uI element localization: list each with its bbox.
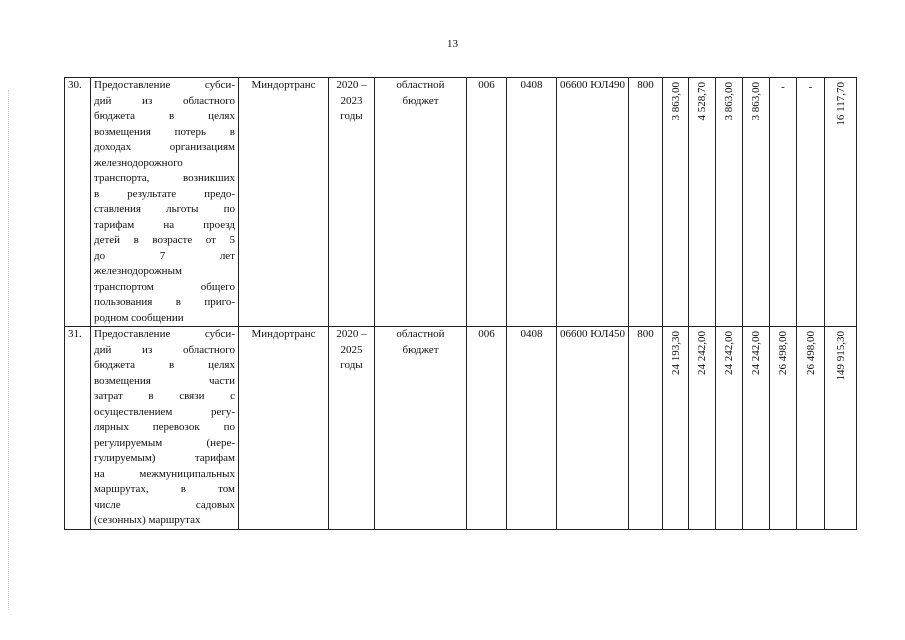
- description-line: лярных перевозок по: [94, 421, 235, 433]
- expense-type-cell: 800: [629, 78, 663, 327]
- description-line: на межмуниципальных: [94, 467, 235, 480]
- description-line: железнодорожного: [94, 156, 183, 169]
- description-line: бюджета в целях: [94, 359, 235, 371]
- description-line: числе садовых: [94, 498, 235, 511]
- description-line: дий из областного: [94, 94, 235, 107]
- amount-total-cell: [825, 327, 857, 530]
- description-line: в результате предо-: [94, 187, 235, 200]
- amount-2023: 24 242,00: [750, 331, 762, 375]
- amount-2025-cell: [797, 78, 825, 327]
- amount-2020-cell: [663, 78, 689, 327]
- amount-2020-cell: [663, 327, 689, 530]
- description-line: железнодорожным: [94, 265, 182, 277]
- section-code-cell: 0408: [507, 78, 557, 327]
- amount-2020: 3 863,00: [669, 82, 682, 121]
- section-code-cell: 0408: [507, 327, 557, 530]
- table-row: [65, 327, 857, 530]
- amount-2021: 24 242,00: [696, 331, 708, 375]
- amount-2024: -: [781, 81, 785, 93]
- amount-total: 149 915,30: [834, 331, 847, 381]
- amount-2022-cell: [716, 78, 743, 327]
- amount-2025-cell: [797, 327, 825, 530]
- page-number: 13: [447, 38, 458, 50]
- row-number: 31.: [65, 327, 91, 530]
- amount-2021: 4 528,70: [696, 82, 708, 121]
- amount-2021-cell: [689, 327, 716, 530]
- executor-cell: Миндортранс: [239, 327, 329, 530]
- description-line: родном сообщении: [94, 311, 184, 324]
- row-number: 30.: [65, 78, 91, 327]
- amount-2024-cell: [770, 327, 797, 530]
- amount-total: 16 117,70: [834, 82, 847, 126]
- description-line: ставления льготы по: [94, 203, 235, 215]
- amount-2022-cell: [716, 327, 743, 530]
- description-line: (сезонных) маршрутах: [94, 514, 201, 526]
- description-line: транспортом общего: [94, 280, 235, 293]
- description-line: до 7 лет: [94, 249, 235, 262]
- table-row: [65, 78, 857, 327]
- description-line: осуществлением регу-: [94, 405, 235, 418]
- expense-type-cell: 800: [629, 327, 663, 530]
- amount-2023: 3 863,00: [750, 82, 762, 121]
- description-line: возмещения части: [94, 374, 235, 387]
- executor-cell: Миндортранс: [239, 78, 329, 327]
- program-table: [64, 77, 857, 530]
- measure-description: [91, 327, 239, 530]
- amount-2023-cell: [743, 327, 770, 530]
- period-cell: 2020 – 2023 годы: [329, 78, 375, 327]
- measure-description: [91, 78, 239, 327]
- description-line: Предоставление субси-: [94, 328, 235, 340]
- description-line: тарифам на проезд: [94, 218, 235, 231]
- description-line: возмещения потерь в: [94, 125, 235, 138]
- description-line: регулируемым (нере-: [94, 436, 235, 449]
- grbs-code-cell: 006: [467, 327, 507, 530]
- amount-2020: 24 193,30: [669, 331, 682, 375]
- description-line: затрат в связи с: [94, 390, 235, 402]
- description-line: детей в возрасте от 5: [94, 234, 235, 246]
- description-line: гулируемым) тарифам: [94, 452, 235, 464]
- funding-source-cell: областной бюджет: [375, 78, 467, 327]
- funding-source-cell: областной бюджет: [375, 327, 467, 530]
- amount-total-cell: [825, 78, 857, 327]
- period-cell: 2020 – 2025 годы: [329, 327, 375, 530]
- description-line: доходах организациям: [94, 141, 235, 153]
- scan-margin-line: [8, 90, 10, 610]
- description-line: бюджета в целях: [94, 110, 235, 122]
- description-line: пользования в приго-: [94, 296, 235, 308]
- amount-2021-cell: [689, 78, 716, 327]
- description-line: дий из областного: [94, 343, 235, 356]
- description-line: транспорта, возникших: [94, 172, 235, 184]
- description-line: маршрутах, в том: [94, 483, 235, 495]
- amount-2024: 26 498,00: [777, 331, 789, 375]
- target-article-cell: 06600 ЮЛ450: [557, 327, 629, 530]
- amount-2023-cell: [743, 78, 770, 327]
- description-line: Предоставление субси-: [94, 79, 235, 91]
- target-article-cell: 06600 ЮЛ490: [557, 78, 629, 327]
- amount-2022: 3 863,00: [723, 82, 735, 121]
- amount-2022: 24 242,00: [723, 331, 735, 375]
- amount-2025: -: [808, 81, 813, 93]
- grbs-code-cell: 006: [467, 78, 507, 327]
- amount-2024-cell: [770, 78, 797, 327]
- amount-2025: 26 498,00: [804, 331, 817, 375]
